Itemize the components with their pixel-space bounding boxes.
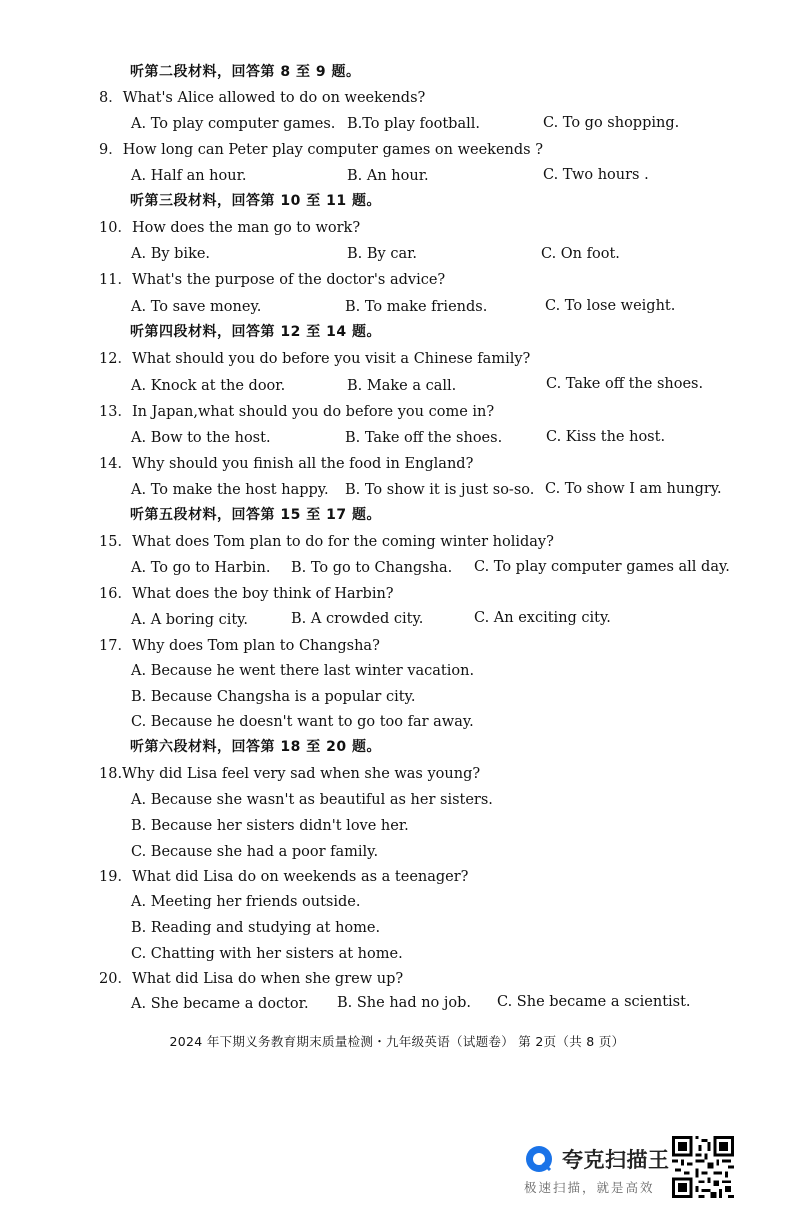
question-text: 12．What should you do before you visit a Chinese family? bbox=[99, 351, 531, 367]
option-b: B. Make a call. bbox=[347, 378, 457, 394]
section-heading: 听第三段材料，回答第 10 至 11 题。 bbox=[130, 193, 381, 209]
option-a: A. Because he went there last winter vacation. bbox=[131, 663, 475, 679]
section-heading: 听第二段材料，回答第 8 至 9 题。 bbox=[130, 64, 361, 80]
option-a: A. To make the host happy. bbox=[131, 482, 329, 498]
brand-tagline: 极速扫描，就是高效 bbox=[524, 1180, 655, 1195]
question-text: 20．What did Lisa do when she grew up? bbox=[99, 971, 404, 987]
option-c: C. To show I am hungry. bbox=[545, 481, 722, 497]
option-a: A. She became a doctor. bbox=[131, 996, 309, 1012]
option-c: C. Because she had a poor family. bbox=[131, 844, 379, 860]
option-c: C. Kiss the host. bbox=[546, 429, 666, 445]
option-a: A. To go to Harbin. bbox=[131, 560, 271, 576]
option-c: C. Two hours . bbox=[543, 167, 649, 183]
qr-code-icon bbox=[672, 1136, 734, 1198]
option-c: C. Chatting with her sisters at home. bbox=[131, 946, 403, 962]
option-c: C. To go shopping. bbox=[543, 115, 680, 131]
brand-logo-icon bbox=[524, 1144, 554, 1174]
brand-name: 夸克扫描王 bbox=[562, 1148, 670, 1172]
option-b: B. Reading and studying at home. bbox=[131, 920, 381, 936]
option-c: C. She became a scientist. bbox=[497, 994, 691, 1010]
question-text: 15．What does Tom plan to do for the coming winter holiday? bbox=[99, 534, 554, 550]
option-b: B. An hour. bbox=[347, 168, 429, 184]
option-a: A. Half an hour. bbox=[131, 168, 247, 184]
option-a: A. To save money. bbox=[131, 299, 262, 315]
option-c: C. To lose weight. bbox=[545, 298, 676, 314]
option-a: A. By bike. bbox=[131, 246, 211, 262]
option-b: B. By car. bbox=[347, 246, 418, 262]
option-c: C. To play computer games all day. bbox=[474, 559, 730, 575]
section-heading: 听第四段材料，回答第 12 至 14 题。 bbox=[130, 324, 381, 340]
question-text: 10．How does the man go to work? bbox=[99, 220, 361, 236]
option-b: B. To show it is just so-so. bbox=[345, 482, 535, 498]
option-a: A. Because she wasn't as beautiful as her sisters. bbox=[131, 792, 493, 808]
option-b: B. Take off the shoes. bbox=[345, 430, 503, 446]
page-footer: 2024 年下期义务教育期末质量检测・九年级英语（试题卷） 第 2页（共 8 页） bbox=[169, 1034, 625, 1049]
question-text: 14．Why should you finish all the food in England? bbox=[99, 456, 474, 472]
section-heading: 听第五段材料，回答第 15 至 17 题。 bbox=[130, 507, 381, 523]
section-heading: 听第六段材料，回答第 18 至 20 题。 bbox=[130, 739, 381, 755]
option-c: C. On foot. bbox=[541, 246, 620, 262]
question-text: 17．Why does Tom plan to Changsha? bbox=[99, 638, 380, 654]
option-b: B. To go to Changsha. bbox=[291, 560, 453, 576]
option-a: A. Meeting her friends outside. bbox=[131, 894, 361, 910]
question-text: 13．In Japan,what should you do before you come in? bbox=[99, 404, 495, 420]
question-text: 8．What's Alice allowed to do on weekends? bbox=[99, 90, 426, 106]
option-b: B. Because Changsha is a popular city. bbox=[131, 689, 416, 705]
question-text: 11．What's the purpose of the doctor's advice? bbox=[99, 272, 446, 288]
option-a: A. A boring city. bbox=[131, 612, 249, 628]
option-b: B.To play football. bbox=[347, 116, 480, 132]
option-c: C. Because he doesn't want to go too far away. bbox=[131, 714, 474, 730]
question-text: 9．How long can Peter play computer games on weekends ? bbox=[99, 142, 543, 158]
question-text: 18.Why did Lisa feel very sad when she was young? bbox=[99, 766, 481, 782]
option-a: A. Knock at the door. bbox=[131, 378, 286, 394]
option-b: B. Because her sisters didn't love her. bbox=[131, 818, 409, 834]
option-b: B. She had no job. bbox=[337, 995, 472, 1011]
option-c: C. An exciting city. bbox=[474, 610, 611, 626]
question-text: 19．What did Lisa do on weekends as a teenager? bbox=[99, 869, 469, 885]
question-text: 16．What does the boy think of Harbin? bbox=[99, 586, 394, 602]
option-b: B. To make friends. bbox=[345, 299, 488, 315]
option-b: B. A crowded city. bbox=[291, 611, 424, 627]
option-c: C. Take off the shoes. bbox=[546, 376, 704, 392]
option-a: A. Bow to the host. bbox=[131, 430, 271, 446]
option-a: A. To play computer games. bbox=[131, 116, 336, 132]
scanner-brand bbox=[520, 1138, 670, 1198]
